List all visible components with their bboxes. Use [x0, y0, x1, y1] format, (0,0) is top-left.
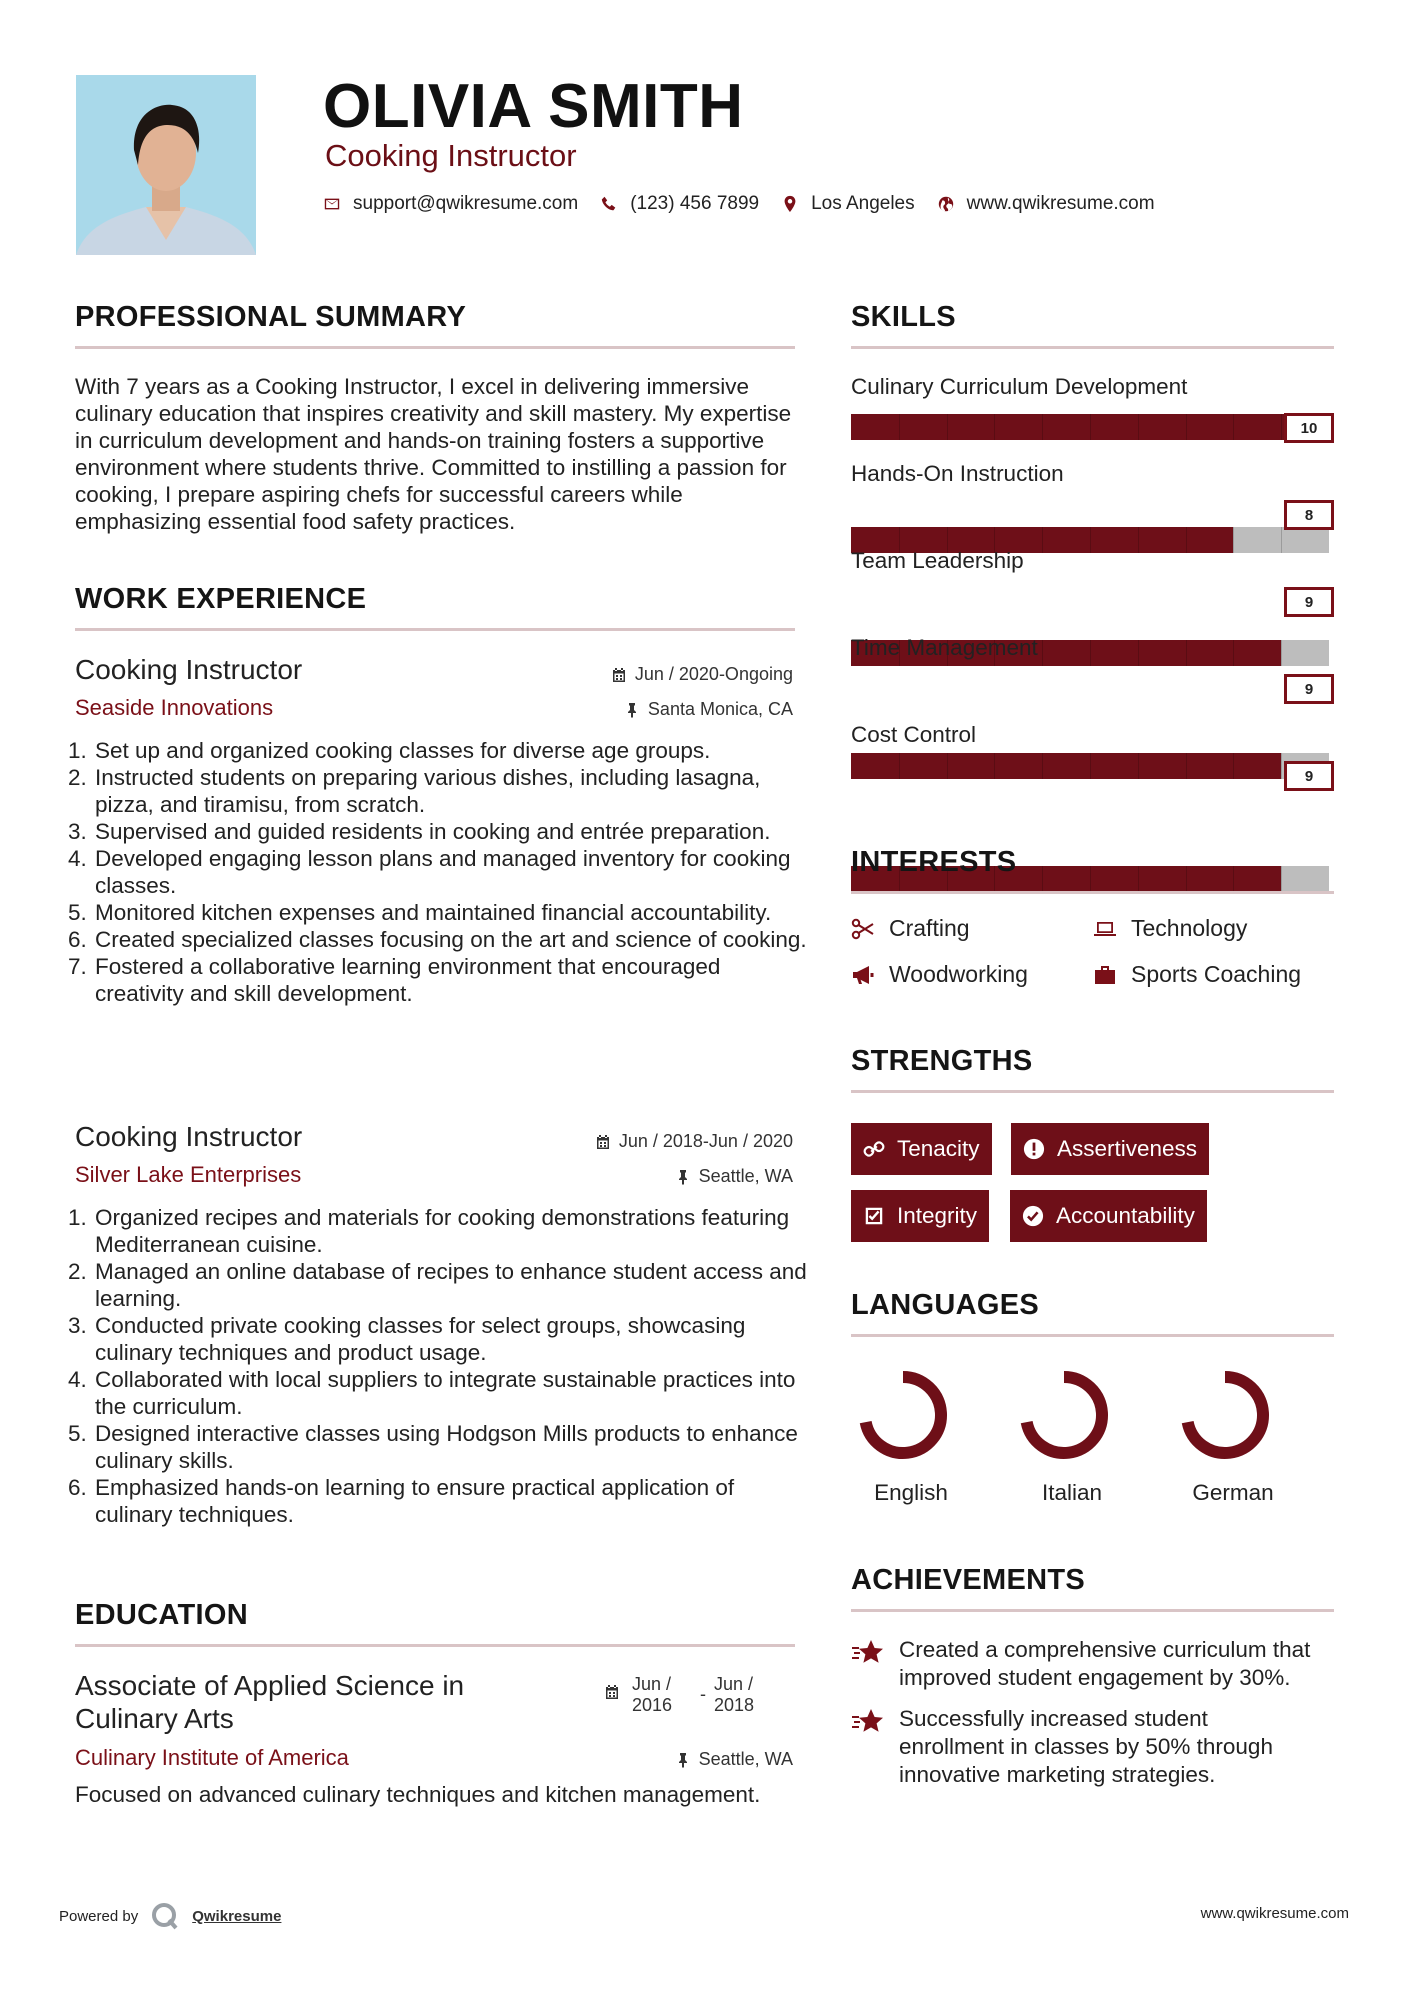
job-2-dates-text: Jun / 2018-Jun / 2020	[618, 1131, 793, 1151]
skill-1-score: 10	[1284, 413, 1334, 443]
language-3-arc	[1188, 1377, 1263, 1453]
phone-icon	[600, 195, 618, 213]
job-2-title: Cooking Instructor	[75, 1121, 303, 1152]
skill-4-score: 9	[1284, 674, 1334, 704]
website-text: www.qwikresume.com	[966, 193, 1155, 214]
skill-3-score: 9	[1284, 587, 1334, 617]
skill-bar-segment	[1186, 527, 1187, 553]
list-item: 1. Set up and organized cooking classes for diverse age groups.	[93, 737, 813, 764]
contact-location	[781, 193, 915, 215]
list-item: 5. Designed interactive classes using Hodgson Mills products to enhance culinary skills.	[93, 1420, 813, 1474]
skill-bar-segment	[1138, 753, 1139, 779]
interests-heading: INTERESTS	[851, 846, 1017, 878]
skill-bar-segment	[1090, 527, 1091, 553]
strength-label: Accountability	[1056, 1203, 1195, 1228]
education-location-text: Seattle, WA	[698, 1749, 793, 1769]
interest-technology	[1093, 915, 1247, 942]
strength-chip-integrity	[851, 1190, 989, 1242]
skill-4-name: Time Management	[851, 635, 1038, 660]
language-2-label: Italian	[1041, 1480, 1103, 1505]
strength-label: Tenacity	[897, 1136, 980, 1161]
achievements-heading: ACHIEVEMENTS	[851, 1564, 1086, 1596]
skill-1-name: Culinary Curriculum Development	[851, 374, 1188, 399]
list-item: 1. Organized recipes and materials for cooking demonstrations featuring Mediterranean cuisine.	[93, 1204, 813, 1258]
skill-bar-segment	[947, 414, 948, 440]
skill-bar-segment	[899, 753, 900, 779]
skill-bar-segment	[1138, 527, 1139, 553]
language-2-ring	[1014, 1365, 1114, 1465]
globe-icon	[937, 195, 955, 213]
skill-bar-segment	[994, 414, 995, 440]
strength-chip-assertiveness	[1011, 1123, 1209, 1175]
achievements-divider	[851, 1609, 1334, 1612]
contact-website[interactable]	[937, 193, 1155, 215]
skill-bar-segment	[1042, 414, 1043, 440]
skill-1-bar	[851, 414, 1329, 440]
language-3-ring	[1175, 1365, 1275, 1465]
list-item: 7. Fostered a collaborative learning environment that encouraged creativity and skill development.	[93, 953, 813, 1007]
skill-bar-segment	[1138, 866, 1139, 892]
list-item: 6. Created specialized classes focusing on the art and science of cooking.	[93, 926, 813, 953]
skill-bar-segment	[1233, 866, 1234, 892]
list-item: 3. Conducted private cooking classes for select groups, showcasing culinary techniques and product usage.	[93, 1312, 813, 1366]
job-1-location	[624, 699, 793, 720]
contact-phone[interactable]	[600, 193, 759, 215]
strengths-heading: STRENGTHS	[851, 1045, 1033, 1077]
skill-bar-segment	[1042, 527, 1043, 553]
qwikresume-link[interactable]: Qwikresume	[192, 1907, 282, 1925]
pin-icon	[675, 1752, 691, 1768]
job-2-duties	[75, 1204, 813, 1528]
experience-divider	[75, 628, 795, 631]
skill-bar-segment	[1281, 866, 1282, 892]
education-divider	[75, 1644, 795, 1647]
check-circle-icon	[1022, 1205, 1044, 1227]
skill-bar-segment	[1138, 640, 1139, 666]
skill-bar-segment	[1042, 866, 1043, 892]
star-icon	[851, 1638, 885, 1668]
degree-title: Associate of Applied Science in Culinary Arts	[75, 1670, 465, 1734]
job-1-company: Seaside Innovations	[75, 695, 274, 720]
education-end: Jun / 2018	[714, 1674, 755, 1715]
job-2-location	[675, 1166, 793, 1187]
education-dash: -	[700, 1684, 706, 1704]
interests-divider	[851, 891, 1334, 894]
education-description: Focused on advanced culinary techniques and kitchen management.	[75, 1782, 761, 1807]
skill-bar-segment	[994, 753, 995, 779]
candidate-title: Cooking Instructor	[325, 138, 577, 173]
job-2-dates	[595, 1131, 793, 1152]
job-1-location-text: Santa Monica, CA	[647, 699, 793, 719]
education-heading: EDUCATION	[75, 1599, 248, 1631]
skill-bar-segment	[1138, 414, 1139, 440]
job-2-company: Silver Lake Enterprises	[75, 1162, 302, 1187]
language-1-arc	[866, 1377, 941, 1453]
strength-label: Integrity	[897, 1203, 978, 1228]
interest-label: Sports Coaching	[1131, 961, 1302, 987]
strength-chip-tenacity	[851, 1123, 992, 1175]
strength-label: Assertiveness	[1057, 1136, 1198, 1161]
experience-heading: WORK EXPERIENCE	[75, 583, 367, 615]
skills-heading: SKILLS	[851, 301, 956, 333]
bullhorn-icon	[851, 963, 875, 987]
skill-bar-segment	[1090, 414, 1091, 440]
contact-email[interactable]	[323, 193, 578, 215]
pin-icon	[624, 702, 640, 718]
skill-5-name: Cost Control	[851, 722, 977, 747]
map-marker-icon	[781, 195, 799, 213]
summary-text: With 7 years as a Cooking Instructor, I excel in delivering immersive culinary education that inspires creativity and skill mastery. My expertise in curriculum development and hands-on training fosters a supportive environment where students thrive. Committed to instilling a passion for cooking, I prepare aspiring chefs for successful careers while emphasizing essential food safety practices.	[75, 374, 792, 534]
interest-label: Crafting	[889, 915, 970, 941]
education-start: Jun / 2016	[632, 1674, 673, 1715]
list-item: 5. Monitored kitchen expenses and maintained financial accountability.	[93, 899, 813, 926]
strength-chip-accountability	[1010, 1190, 1207, 1242]
summary-divider	[75, 346, 795, 349]
skill-bar-segment	[899, 414, 900, 440]
job-1-dates	[611, 664, 793, 685]
skill-bar-segment	[1281, 753, 1282, 779]
summary-heading: PROFESSIONAL SUMMARY	[75, 301, 467, 333]
skill-4-bar	[851, 753, 1329, 779]
skill-bar-segment	[1233, 640, 1234, 666]
language-2-arc	[1027, 1377, 1102, 1453]
candidate-name: OLIVIA SMITH	[323, 72, 744, 141]
skill-bar-segment	[947, 753, 948, 779]
contact-row	[323, 193, 1161, 215]
location-text: Los Angeles	[811, 193, 915, 214]
skill-bar-segment	[1090, 866, 1091, 892]
calendar-icon	[611, 667, 627, 683]
skill-bar-segment	[1090, 640, 1091, 666]
list-item: 3. Supervised and guided residents in cooking and entrée preparation.	[93, 818, 813, 845]
interest-sports-coaching	[1093, 961, 1301, 988]
skills-divider	[851, 346, 1334, 349]
scissors-icon	[851, 917, 875, 941]
footer-powered-by	[59, 1901, 281, 1931]
briefcase-icon	[1093, 963, 1117, 987]
list-item: 6. Emphasized hands-on learning to ensure practical application of culinary techniques.	[93, 1474, 813, 1528]
languages-heading: LANGUAGES	[851, 1289, 1039, 1321]
achievement-text: Created a comprehensive curriculum that improved student engagement by 30%.	[899, 1637, 1311, 1690]
star-icon	[851, 1707, 885, 1737]
interest-crafting	[851, 915, 970, 942]
email-text: support@qwikresume.com	[353, 193, 579, 214]
achievement-2	[851, 1705, 1291, 1789]
envelope-icon	[323, 195, 341, 213]
qwikresume-logo-icon	[150, 1901, 180, 1931]
skill-bar-segment	[1186, 753, 1187, 779]
skill-3-name: Team Leadership	[851, 548, 1024, 573]
job-1-dates-text: Jun / 2020-Ongoing	[634, 664, 793, 684]
link-icon	[863, 1138, 885, 1160]
skill-bar-segment	[1233, 753, 1234, 779]
job-1-title: Cooking Instructor	[75, 654, 303, 685]
education-dates	[604, 1674, 774, 1716]
footer-website[interactable]: www.qwikresume.com	[1200, 1905, 1349, 1922]
skill-2-name: Hands-On Instruction	[851, 461, 1064, 486]
list-item: 4. Collaborated with local suppliers to integrate sustainable practices into the curriculum.	[93, 1366, 813, 1420]
skill-bar-segment	[1042, 640, 1043, 666]
profile-photo	[76, 75, 256, 255]
exclamation-circle-icon	[1023, 1138, 1045, 1160]
skill-bar-segment	[1186, 640, 1187, 666]
powered-by-label: Powered by	[59, 1907, 139, 1925]
list-item: 2. Managed an online database of recipes to enhance student access and learning.	[93, 1258, 813, 1312]
achievement-1	[851, 1636, 1336, 1692]
skill-4-fill	[851, 753, 1281, 779]
language-1-label: English	[874, 1480, 948, 1505]
list-item: 2. Instructed students on preparing various dishes, including lasagna, pizza, and tiramisu, from scratch.	[93, 764, 813, 818]
skill-bar-segment	[1281, 527, 1282, 553]
calendar-icon	[604, 1684, 620, 1700]
achievement-text: Successfully increased student enrollment in classes by 50% through innovative marketing strategies.	[899, 1706, 1273, 1787]
pin-icon	[675, 1169, 691, 1185]
list-item: 4. Developed engaging lesson plans and managed inventory for cooking classes.	[93, 845, 813, 899]
skill-5-score: 9	[1284, 761, 1334, 791]
language-1-ring	[853, 1365, 953, 1465]
education-location	[675, 1749, 793, 1770]
interest-woodworking	[851, 961, 1028, 988]
skill-bar-segment	[1186, 414, 1187, 440]
language-3-label: German	[1192, 1480, 1274, 1505]
strengths-divider	[851, 1090, 1334, 1093]
laptop-icon	[1093, 917, 1117, 941]
phone-text: (123) 456 7899	[630, 193, 760, 214]
languages-divider	[851, 1334, 1334, 1337]
check-square-icon	[863, 1205, 885, 1227]
school-name: Culinary Institute of America	[75, 1745, 349, 1770]
job-2-location-text: Seattle, WA	[698, 1166, 793, 1186]
skill-2-score: 8	[1284, 500, 1334, 530]
skill-bar-segment	[1233, 414, 1234, 440]
skill-bar-segment	[1042, 753, 1043, 779]
skill-bar-segment	[1186, 866, 1187, 892]
skill-bar-segment	[1281, 640, 1282, 666]
skill-bar-segment	[1090, 753, 1091, 779]
calendar-icon	[595, 1134, 611, 1150]
job-1-duties	[75, 737, 813, 1007]
skill-bar-segment	[1281, 414, 1282, 440]
interest-label: Technology	[1131, 915, 1248, 941]
skill-bar-segment	[1233, 527, 1234, 553]
interest-label: Woodworking	[889, 961, 1028, 987]
